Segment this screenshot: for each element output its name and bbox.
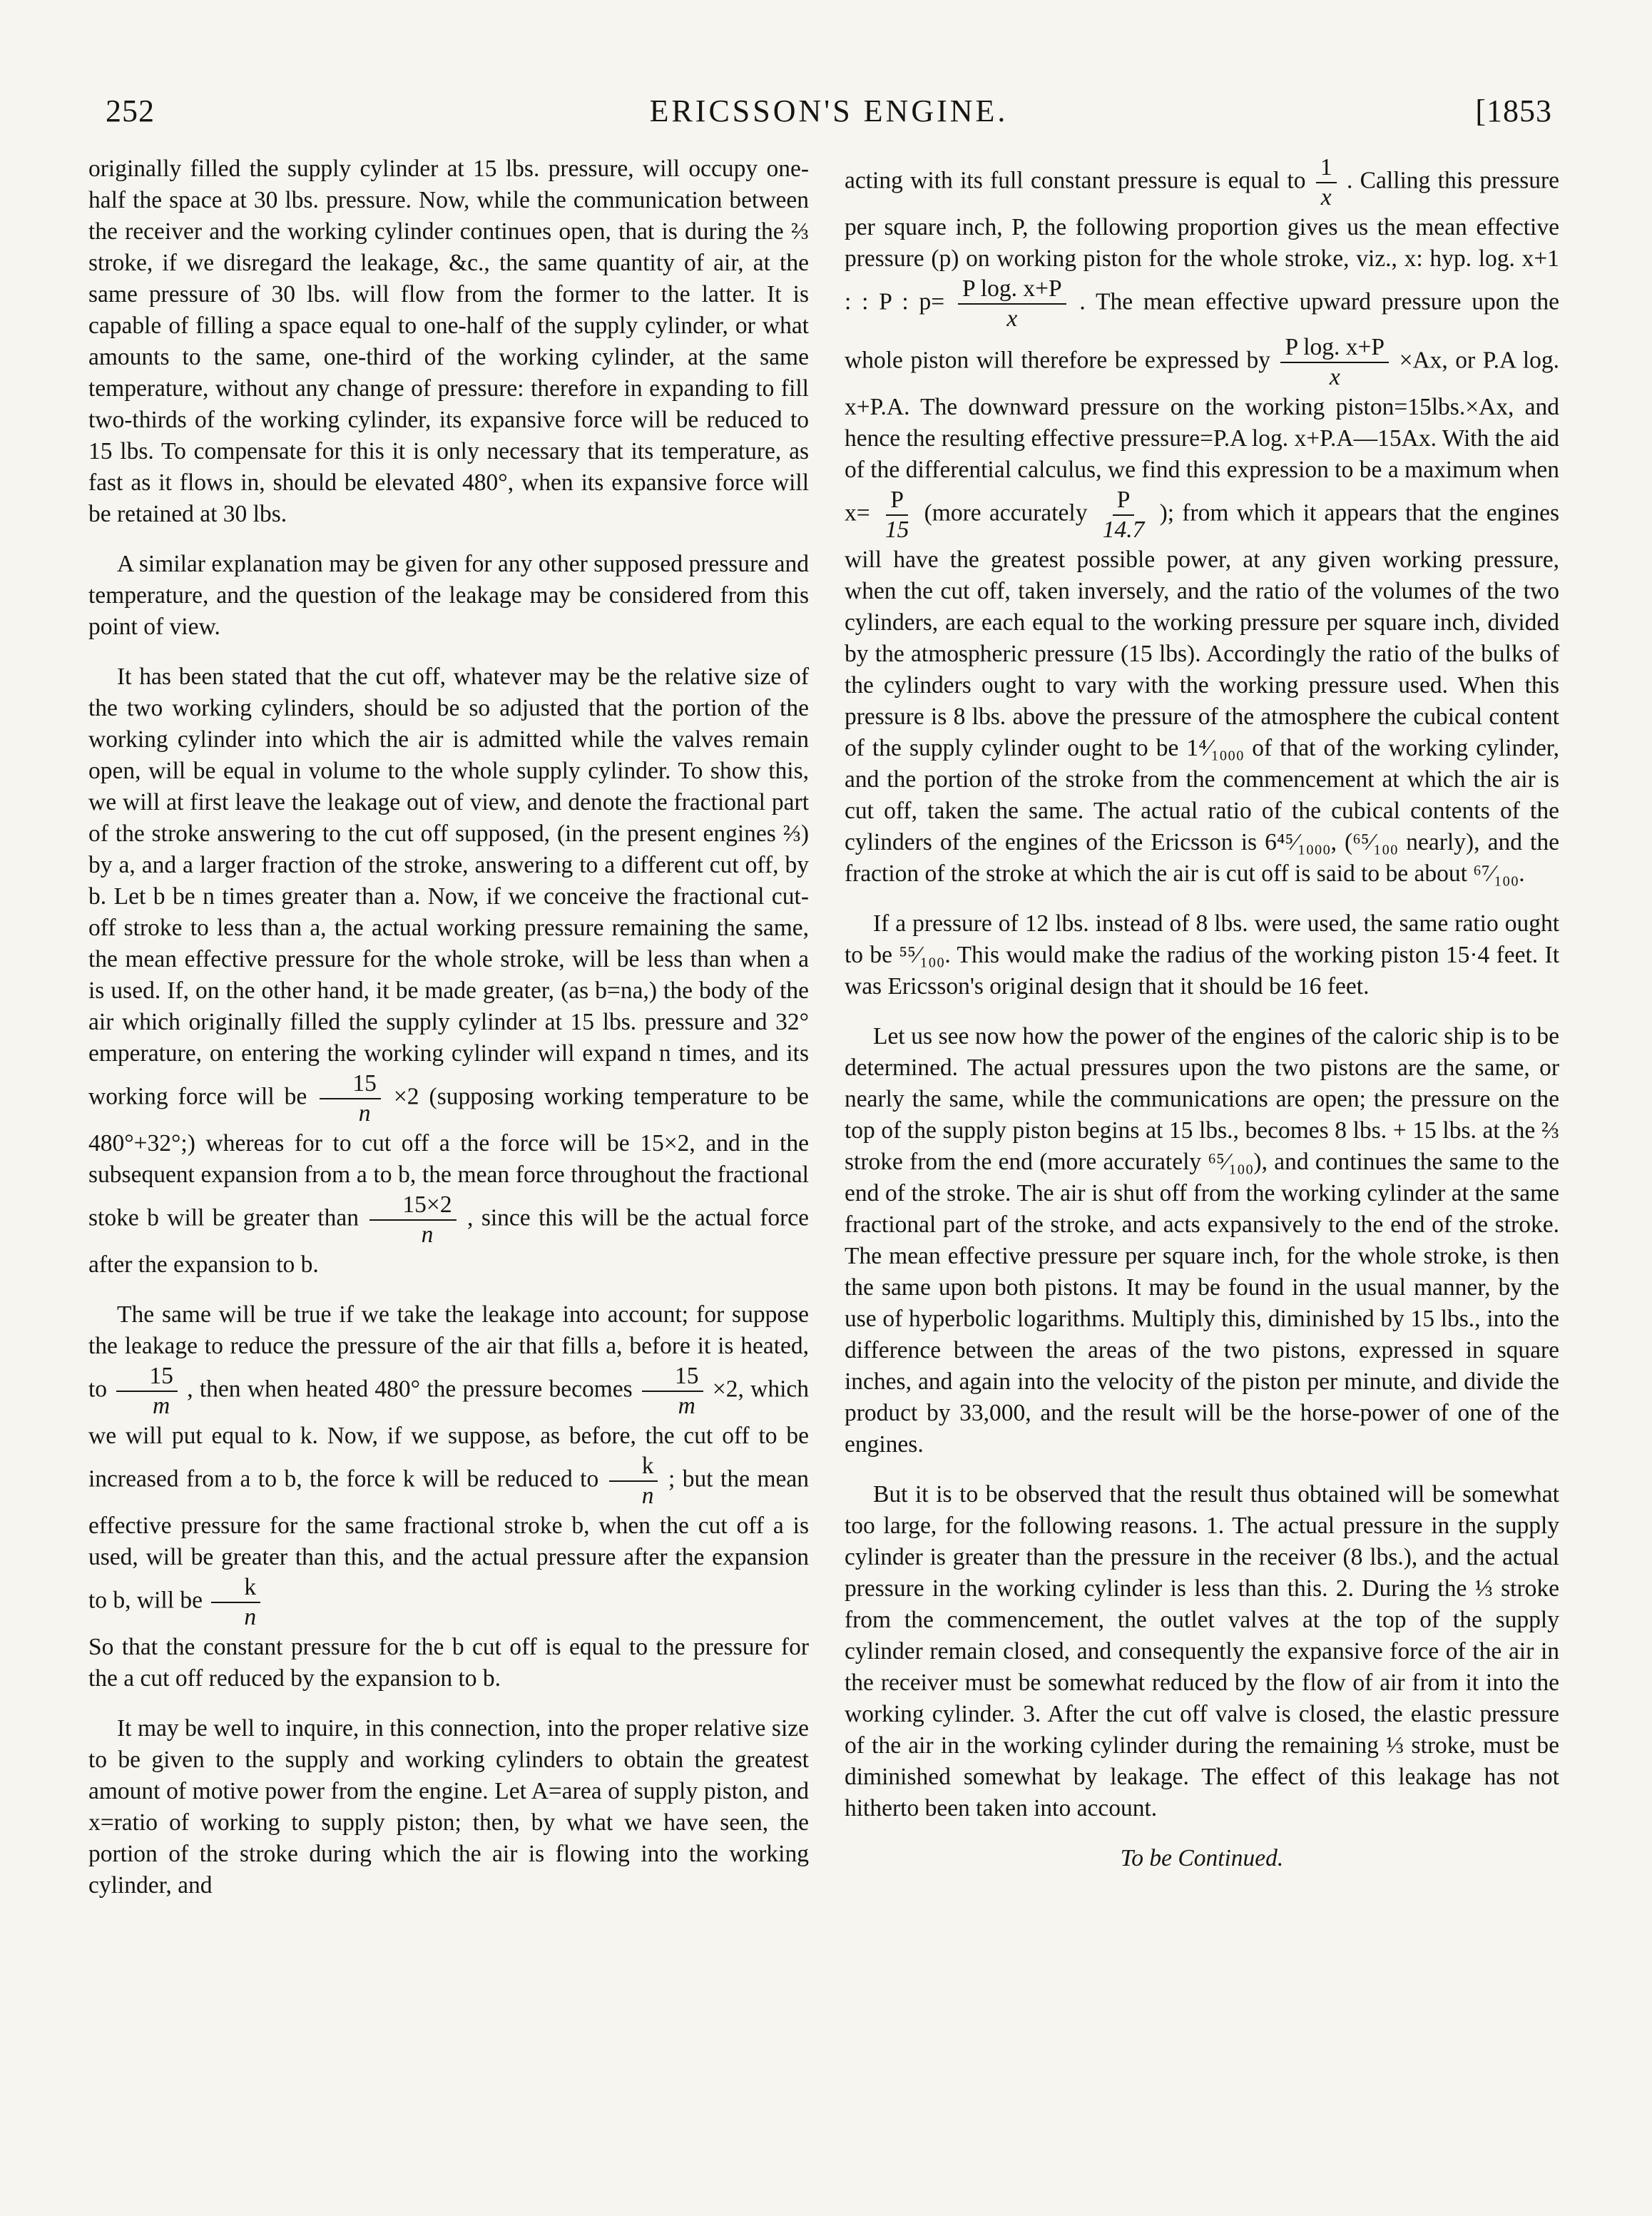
left-column — [88, 153, 809, 1920]
paragraph: A similar explanation may be given for any other supposed pressure and temperature, and the question of the leakage may be considered from this point of view. — [88, 551, 809, 640]
page-number: 252 — [106, 93, 155, 128]
fraction — [881, 486, 914, 544]
fraction-numerator: k — [609, 1452, 658, 1482]
paragraph: Let us see now how the power of the engines of the caloric ship is to be determined. The actual pressures upon the two pistons are the same, or nearly the same, while the communications are open; the pressure on the top of the supply piston begins at 15 lbs., becomes 8 lbs. + 15 lbs. at the ⅔ stroke from the end (more accurately ⁶⁵⁄₁₀₀), and continues the same to the end of the stroke. The air is shut off from the working cylinder at the same fractional part of the stroke, and acts expansively to the end of the stroke. The mean effective pressure per square inch, for the whole stroke, is then the same upon both pistons. It may be found in the usual manner, by the use of hyperbolic logarithms. Multiply this, diminished by 15 lbs., into the difference between the areas of the two pistons, expressed in square inches, and again into the velocity of the piston per minute, and divide the product by 33,000, and the result will be the horse-power of one of the engines. — [845, 1023, 1559, 1458]
text-run: So that the constant pressure for the b cut off is equal to the pressure for the a cut off reduced by the expansion to b. — [88, 1634, 809, 1692]
fraction-denominator: n — [421, 1221, 434, 1248]
text-run: ×2, which we will put equal to k. Now, if we suppose, as before, the cut off to be increased from a to b, the force k will be reduced to — [88, 1376, 810, 1493]
paragraph — [88, 661, 809, 1281]
paragraph — [845, 153, 1559, 890]
fraction-numerator: k — [211, 1573, 260, 1603]
fraction-denominator: n — [244, 1604, 257, 1630]
fraction-denominator: m — [678, 1393, 695, 1419]
right-column — [845, 153, 1559, 1893]
fraction-numerator: 15 — [116, 1362, 178, 1392]
fraction-denominator: m — [153, 1393, 170, 1419]
paragraph — [88, 1299, 809, 1694]
fraction — [116, 1362, 178, 1420]
paragraph: originally filled the supply cylinder at 15 lbs. pressure, will occupy one-half the space at 30 lbs. pressure. Now, while the communication between the receiver and the working cylinder continues open, that is during the ⅔ stroke, if we disregard the leakage, &c., the same quantity of air, at the same pressure of 30 lbs. will flow from the former to the latter. It is capable of filling a space equal to one-half of the supply cylinder, or what amounts to the same, one-third of the working cylinder, at the same temperature, without any change of pressure: therefore in expanding to fill two-thirds of the working cylinder, its expansive force will be reduced to 15 lbs. To compensate for this it is only necessary that its temperature, as fast as it flows in, should be elevated 480°, when its expansive force will be retained at 30 lbs. — [88, 156, 809, 527]
running-header — [106, 93, 1552, 136]
fraction — [1098, 486, 1149, 544]
paragraph: If a pressure of 12 lbs. instead of 8 lbs. were used, the same ratio ought to be ⁵⁵⁄₁₀₀. This would make the radius of the working piston 15·4 feet. It was Ericsson's original design that it should be 16 feet. — [845, 910, 1559, 1000]
text-run: , then when heated 480° the pressure becomes — [187, 1376, 633, 1403]
text-run: acting with its full constant pressure is equal to — [845, 167, 1306, 194]
text-run: ×Ax, or P.A log. x+P.A. The downward pressure on the working piston=15lbs.×Ax, and hence the resulting effective pressure=P.A log. x+P.A—15Ax. With the aid of the differential calculus, we find this expression to be a maximum when x= — [845, 347, 1560, 527]
fraction-denominator: n — [641, 1483, 654, 1509]
fraction — [958, 275, 1066, 333]
fraction-numerator: P — [886, 486, 908, 516]
fraction-denominator: x — [1006, 305, 1018, 332]
fraction — [642, 1362, 703, 1420]
fraction-numerator: 1 — [1316, 153, 1337, 183]
fraction-numerator: 15 — [642, 1362, 703, 1392]
paragraph: It may be well to inquire, in this connection, into the proper relative size to be given to the supply and working cylinders to obtain the greatest amount of motive power from the engine. Let A=area of supply piston, and x=ratio of working to supply piston; then, by what we have seen, the portion of the stroke during which the air is flowing into the working cylinder, and — [88, 1715, 809, 1899]
text-run: . The mean effective upward pressure upon the whole piston will therefore be expressed by — [845, 288, 1560, 374]
fraction-denominator: 15 — [884, 517, 909, 543]
fraction-denominator: x — [1320, 184, 1332, 210]
fraction — [1316, 153, 1337, 212]
text-run: The same will be true if we take the leakage into account; for suppose the leakage to reduce the pressure of the air that fills a, before it is heated, to — [88, 1301, 809, 1403]
header-year: [1853 — [1475, 93, 1552, 128]
fraction-denominator: n — [358, 1100, 371, 1127]
running-title: ERICSSON'S ENGINE. — [649, 93, 1009, 128]
text-run: , since this will be the actual force after the expansion to b. — [88, 1204, 810, 1278]
text-run: ); from which it appears that the engines will have the greatest possible power, at any given working pressure, when the cut off, taken inversely, and the ratio of the volumes of the two cylinders, are each equal to the working pressure per square inch, divided by the atmospheric pressure (15 lbs). Accordingly the ratio of the bulks of the cylinders ought to vary with the working pressure used. When this pressure is 8 lbs. above the pressure of the atmosphere the cubical content of the supply cylinder ought to be 1⁴⁄₁₀₀₀ of that of the working cylinder, and the portion of the stroke from the commencement at which the air is cut off, taken the same. The actual ratio of the cubical contents of the cylinders of the engines of the Ericsson is 6⁴⁵⁄₁₀₀₀, (⁶⁵⁄₁₀₀ nearly), and the fraction of the stroke at which the air is cut off is said to be about ⁶⁷⁄₁₀₀. — [845, 499, 1560, 887]
text-run: (more accurately — [924, 499, 1088, 527]
fraction — [1280, 333, 1389, 392]
text-run: ×2 (supposing working temperature to be 480°+32°;) whereas for to cut off a the force will be 15×2, and in the subsequent expansion from a to b, the mean force throughout the fractional stoke b will be greater than — [88, 1083, 809, 1231]
text-run: . Calling this pressure per square inch, P, the following proportion gives us the mean effective pressure (p) on working piston for the whole stroke, viz., x: hyp. log. x+1 : : P : p= — [845, 167, 1560, 315]
fraction-numerator: P log. x+P — [1280, 333, 1389, 363]
fraction-numerator: 15×2 — [369, 1191, 456, 1221]
fraction — [609, 1452, 658, 1510]
paragraph: But it is to be observed that the result thus obtained will be somewhat too large, for the following reasons. 1. The actual pressure in the supply cylinder is greater than the pressure in the receiver (8 lbs.), and the actual pressure in the working cylinder is less than this. 2. During the ⅓ stroke from the commencement, the outlet valves at the top of the supply cylinder remain closed, and consequently the expansive force of the air in the receiver must be somewhat reduced by the flow of air from it into the working cylinder. 3. After the cut off valve is closed, the elastic pressure of the air in the working cylinder during the remaining ⅓ stroke, must be diminished somewhat by leakage. The effect of this leakage has not hitherto been taken into account. — [845, 1481, 1559, 1821]
fraction-numerator: P — [1113, 486, 1135, 516]
fraction — [211, 1573, 260, 1632]
fraction — [320, 1069, 381, 1128]
fraction-denominator: 14.7 — [1102, 517, 1145, 543]
text-run: ; but the mean effective pressure for the same fractional stroke b, when the cut off a is used, will be greater than this, and the actual pressure after the expansion to b, will be — [88, 1465, 809, 1614]
to-be-continued: To be Continued. — [1120, 1845, 1284, 1871]
fraction-denominator: x — [1329, 364, 1340, 390]
text-run: It has been stated that the cut off, whatever may be the relative size of the two working cylinders, should be so adjusted that the portion of the working cylinder into which the air is admitted while the valves remain open, will be equal in volume to the whole supply cylinder. To show this, we will at first leave the leakage out of view, and denote the fractional part of the stroke answering to the cut off supposed, (in the present engines ⅔) by a, and a larger fraction of the stroke, answering to a different cut off, by b. Let b be n times greater than a. Now, if we conceive the fractional cut-off stroke to less than a, the actual working pressure remaining the same, the mean effective pressure for the whole stroke, will be less than when a is used. If, on the other hand, it be made greater, (as b=na,) the body of the air which originally filled the supply cylinder at 15 lbs. pressure and 32° emperature, on entering the working cylinder will expand n times, and its working force will be — [88, 664, 809, 1110]
fraction — [369, 1191, 456, 1249]
fraction-numerator: 15 — [320, 1069, 381, 1099]
fraction-numerator: P log. x+P — [958, 275, 1066, 305]
